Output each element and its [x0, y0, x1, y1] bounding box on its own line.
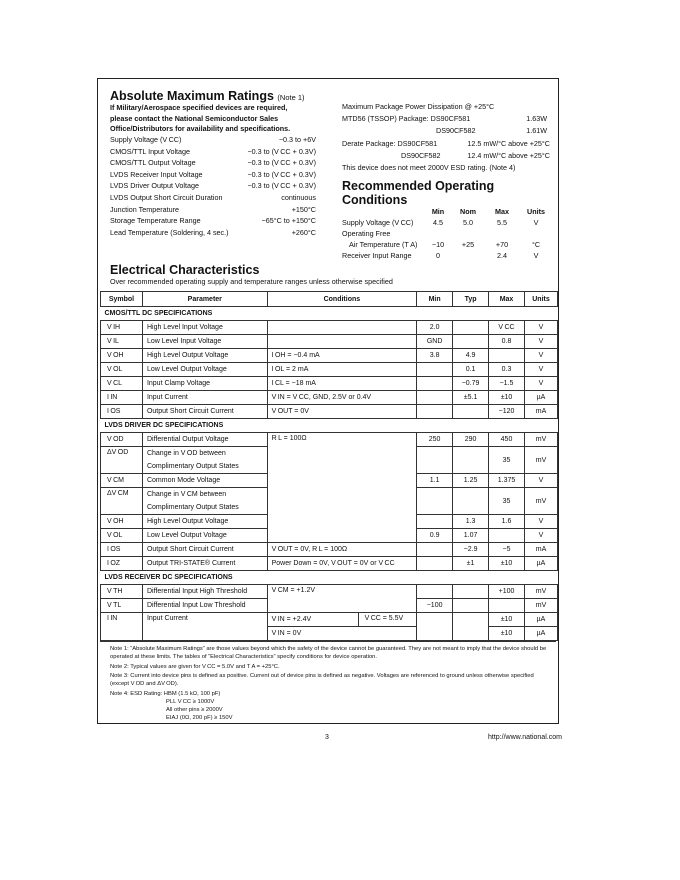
- col-typ: Typ: [453, 292, 489, 307]
- amr-item: Supply Voltage (V CC) −0.3 to +6V: [110, 135, 316, 144]
- col-units: Units: [524, 292, 557, 307]
- note-1: Note 1: “Absolute Maximum Ratings” are those values beyond which the safety of the device cannot be guaranteed. They are not meant to imply that the device should be operated at these limits. The tables of “Electrical Characteristics” specify conditions for device operation.: [110, 646, 547, 660]
- col-conditions: Conditions: [267, 292, 417, 307]
- page-frame: [97, 78, 559, 724]
- ec-subtitle: Over recommended operating supply and temperature ranges unless otherwise specified: [110, 277, 393, 286]
- vcc-condition: V CC = 5.5V: [358, 613, 404, 626]
- amr-note-ref: (Note 1): [277, 93, 305, 102]
- roc-row: Air Temperature (T A) −10 +25 +70 °C: [349, 240, 541, 249]
- section-row: LVDS DRIVER DC SPECIFICATIONS: [101, 419, 558, 433]
- table-row: ΔV CM Change in V CM between 35 mV: [101, 488, 558, 502]
- amr-item: Storage Temperature Range −65°C to +150°C: [110, 216, 316, 226]
- table-row: I OS Output Short Circuit Current V OUT = 0V −120 mA: [101, 405, 558, 419]
- note-3: Note 3: Current into device pins is defined as positive. Current out of device pins is defined as negative. Voltages are referenced to ground unless otherwise specified (except V OD and ΔV OD).: [110, 673, 534, 687]
- table-row: I IN Input Current V IN = V CC, GND, 2.5V or 0.4V ±5.1 ±10 µA: [101, 391, 558, 405]
- table-row: V OL Low Level Output Voltage 0.9 1.07 V: [101, 529, 558, 543]
- page-number: 3: [325, 734, 329, 741]
- table-row: V OH High Level Output Voltage 1.3 1.6 V: [101, 515, 558, 529]
- note-2: Note 2: Typical values are given for V CC = 5.0V and T A = +25°C.: [110, 664, 280, 670]
- col-symbol: Symbol: [101, 292, 143, 307]
- table-row: V IH High Level Input Voltage 2.0 V CC V: [101, 321, 558, 335]
- footer-url[interactable]: http://www.national.com: [488, 734, 562, 741]
- table-row: Complimentary Output States: [101, 460, 558, 474]
- pkg-line: DS90CF582 1.61W: [436, 126, 547, 135]
- table-row: I OZ Output TRI-STATE® Current Power Down = 0V, V OUT = 0V or V CC ±1 ±10 µA: [101, 557, 558, 571]
- section-row: LVDS RECEIVER DC SPECIFICATIONS: [101, 571, 558, 585]
- roc-header: Min Nom Max Units: [431, 207, 545, 216]
- amr-item: CMOS/TTL Output Voltage −0.3 to (V CC + 0.3V): [110, 158, 316, 168]
- power-label: Maximum Package Power Dissipation @ +25°C: [342, 102, 495, 111]
- amr-item: LVDS Driver Output Voltage −0.3 to (V CC + 0.3V): [110, 181, 316, 191]
- table-row: V CM Common Mode Voltage 1.1 1.25 1.375 V: [101, 474, 558, 488]
- table-row: ΔV OD Change in V OD between 35 mV: [101, 447, 558, 461]
- pkg-line: MTD56 (TSSOP) Package: DS90CF581 1.63W: [342, 114, 547, 123]
- amr-list: [110, 134, 316, 244]
- derate-line: Derate Package: DS90CF581 12.5 mW/°C above +25°C: [342, 139, 550, 148]
- roc-row: Supply Voltage (V CC) 4.5 5.0 5.5 V: [342, 218, 539, 227]
- col-min: Min: [417, 292, 453, 307]
- amr-item: LVDS Output Short Circuit Duration continuous: [110, 193, 316, 202]
- derate-line: DS90CF582 12.4 mW/°C above +25°C: [401, 151, 550, 160]
- col-max: Max: [489, 292, 525, 307]
- table-row: V CL Input Clamp Voltage I CL = −18 mA −0.79 −1.5 V: [101, 377, 558, 391]
- ec-title: Electrical Characteristics: [110, 263, 260, 277]
- amr-item: Lead Temperature (Soldering, 4 sec.) +260°C: [110, 227, 316, 237]
- table-row: V IL Low Level Input Voltage GND 0.8 V: [101, 335, 558, 349]
- table-row: I IN Input Current V IN = +2.4V V CC = 5.5V ±10 µA: [101, 613, 558, 627]
- table-row: I OS Output Short Circuit Current V OUT = 0V, R L = 100Ω −2.9 −5 mA: [101, 543, 558, 557]
- amr-warning: If Military/Aerospace specified devices are required, please contact the National Semiconductor Sales Office/Distributors for availability and specifications.: [110, 103, 291, 133]
- table-row: V TL Differential Input Low Threshold −100 mV: [101, 599, 558, 613]
- note-4b: All other pins ≥ 2000V: [166, 707, 223, 713]
- note-4: Note 4: ESD Rating: HBM (1.5 kΩ, 100 pF): [110, 691, 221, 697]
- amr-item: Junction Temperature +150°C: [110, 204, 316, 214]
- amr-item: CMOS/TTL Input Voltage −0.3 to (V CC + 0.3V): [110, 146, 316, 156]
- notes-divider: [100, 641, 556, 642]
- table-row: V TH Differential Input High Threshold V CM = +1.2V +100 mV: [101, 585, 558, 599]
- table-row: Complimentary Output States: [101, 501, 558, 515]
- roc-row: Operating Free: [342, 229, 391, 238]
- esd-note: This device does not meet 2000V ESD rating. (Note 4): [342, 163, 516, 172]
- note-4a: PLL V CC ≥ 1000V: [166, 699, 215, 705]
- amr-item: LVDS Receiver Input Voltage −0.3 to (V CC + 0.3V): [110, 169, 316, 179]
- ec-header-row: [101, 292, 558, 307]
- roc-row: Receiver Input Range 0 2.4 V: [342, 251, 539, 260]
- ec-table: [100, 291, 558, 641]
- roc-title: Recommended Operating Conditions: [342, 179, 495, 207]
- section-row: CMOS/TTL DC SPECIFICATIONS: [101, 307, 558, 321]
- power-dissipation: [342, 101, 550, 173]
- roc-table: [342, 206, 550, 262]
- col-parameter: Parameter: [142, 292, 267, 307]
- table-row: V OH High Level Output Voltage I OH = −0.4 mA 3.8 4.9 V: [101, 349, 558, 363]
- table-row: V OD Differential Output Voltage R L = 100Ω 250 290 450 mV: [101, 433, 558, 447]
- amr-title: Absolute Maximum Ratings (Note 1): [110, 89, 305, 103]
- table-row: V OL Low Level Output Voltage I OL = 2 mA 0.1 0.3 V: [101, 363, 558, 377]
- table-row: V IN = 0V ±10 µA: [101, 627, 558, 641]
- note-4c: EIAJ (0Ω, 200 pF) ≥ 150V: [166, 715, 233, 721]
